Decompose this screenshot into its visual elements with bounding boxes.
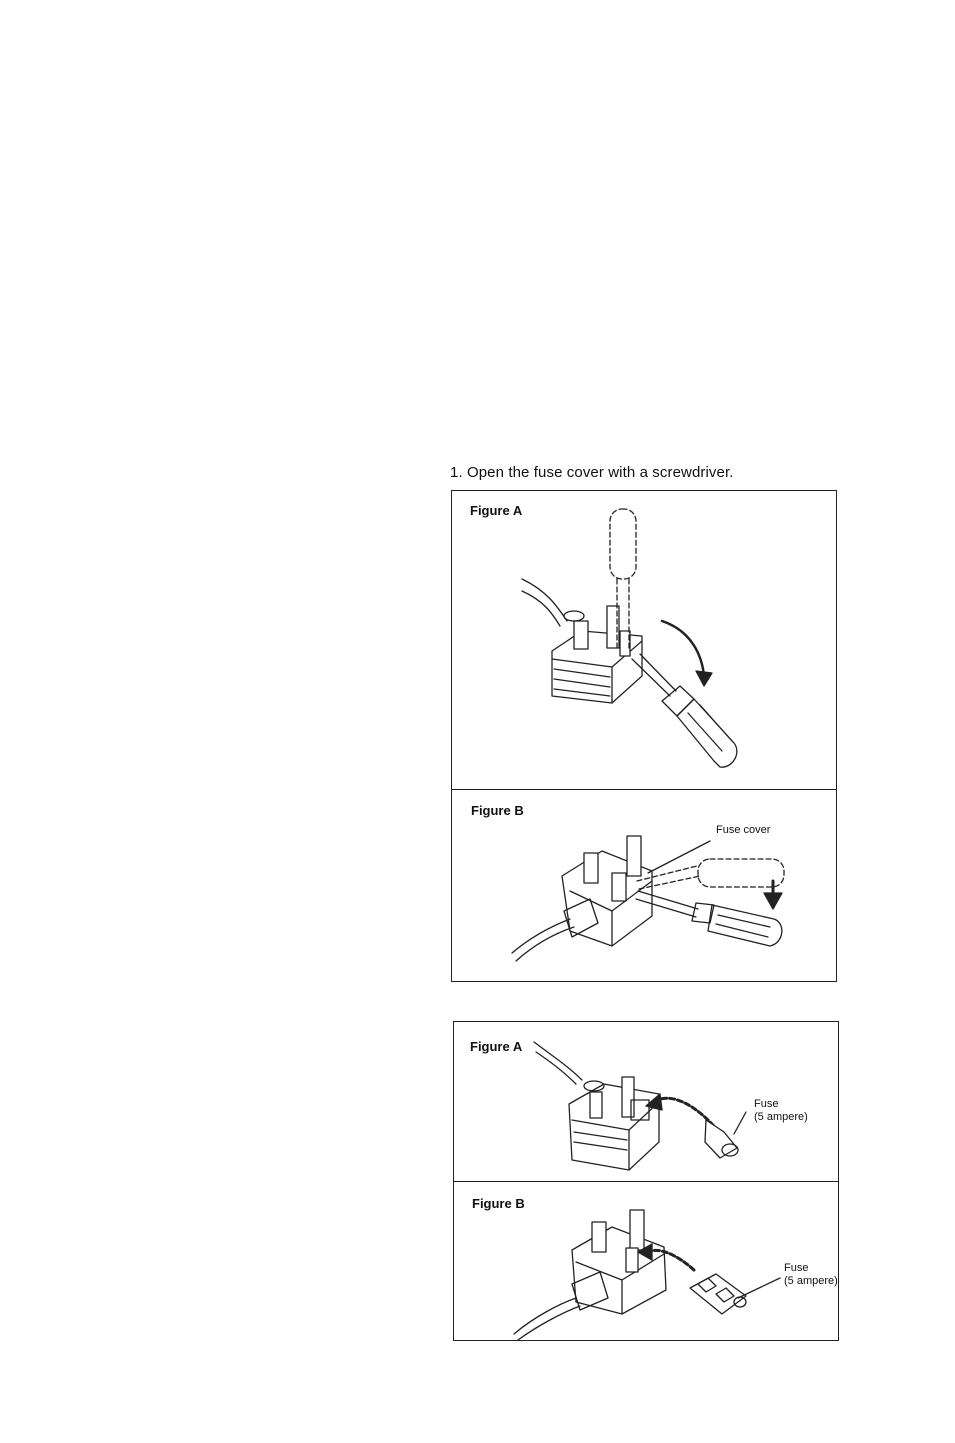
plug-screwdriver-illustration-b [452,491,838,983]
figure-panel-fuse-replacement [453,1021,839,1341]
step-1-instruction: 1. Open the fuse cover with a screwdriver. [450,464,734,481]
figure-b-label: Figure B [471,803,524,818]
fuse-callout-b-line2: (5 ampere) [784,1275,838,1287]
fuse-callout-a-line1: Fuse [754,1098,779,1110]
fuse-callout-a-line2: (5 ampere) [754,1111,808,1123]
fuse-callout-b-line1: Fuse [784,1262,809,1274]
figure-a-label: Figure A [470,503,523,518]
figure-panel-open-fuse-cover [451,490,837,982]
figure-b-label-2: Figure B [472,1196,525,1211]
fuse-cover-callout: Fuse cover [716,824,771,836]
plug-fuse-illustration-b [454,1022,840,1342]
figure-a-label-2: Figure A [470,1039,523,1054]
